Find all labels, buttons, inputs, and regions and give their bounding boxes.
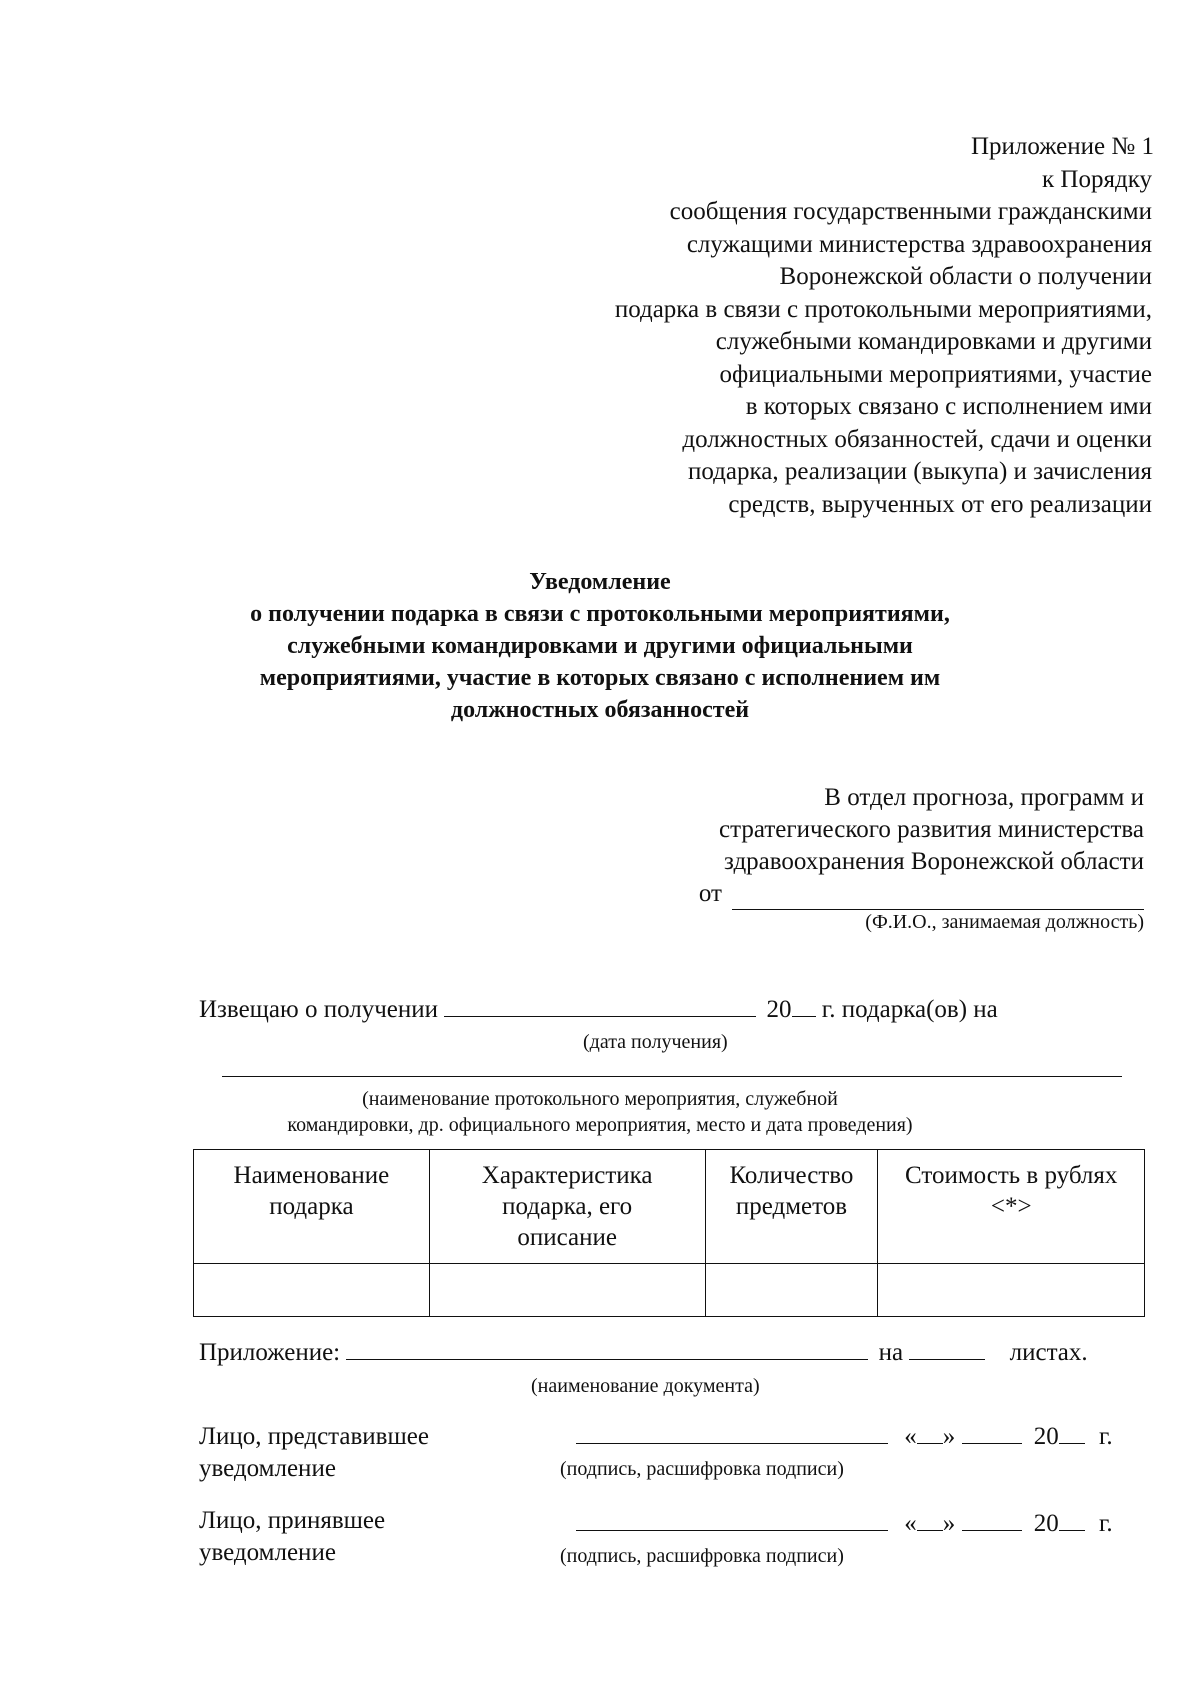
notice-line — [199, 996, 998, 1024]
appendix-line: служащими министерства здравоохранения — [686, 230, 1152, 258]
from-line — [584, 878, 1144, 910]
attachment-label: Приложение: — [199, 1339, 341, 1366]
event-hint — [160, 1086, 1040, 1138]
appendix-line: сообщения государственными гражданскими — [669, 198, 1152, 225]
addressee-line: здравоохранения Воронежской области — [724, 848, 1144, 875]
appendix-line: должностных обязанностей, сдачи и оценки — [682, 425, 1152, 453]
event-field[interactable] — [222, 1076, 1122, 1077]
event-hint-line: (наименование протокольного мероприятия, служебной — [362, 1088, 838, 1110]
receiver-signature-field[interactable] — [576, 1530, 888, 1531]
appendix-line: официальными мероприятиями, участие — [719, 360, 1152, 388]
receiver-signature-line: « » 20 г. — [576, 1510, 1113, 1538]
addressee-line: стратегического развития министерства — [719, 816, 1144, 843]
attachment-hint: (наименование документа) — [531, 1375, 760, 1397]
submitter-month-field[interactable] — [962, 1443, 1022, 1444]
submitter-hint: (подпись, расшифровка подписи) — [560, 1458, 844, 1480]
cell-gift-name[interactable] — [194, 1264, 430, 1317]
receiver-year-field[interactable] — [1059, 1530, 1085, 1531]
document-title — [160, 566, 1040, 726]
attachment-on: на — [878, 1339, 904, 1366]
cell-quantity[interactable] — [705, 1264, 878, 1317]
appendix-block — [452, 131, 1152, 521]
date-hint: (дата получения) — [583, 1031, 728, 1053]
submitter-year-field[interactable] — [1059, 1443, 1085, 1444]
sheets-count-field[interactable] — [909, 1359, 985, 1360]
appendix-line: подарка в связи с протокольными мероприятиями, — [614, 295, 1152, 323]
appendix-line: к Порядку — [1042, 165, 1152, 193]
notice-prefix: Извещаю о получении — [199, 996, 439, 1023]
from-hint: (Ф.И.О., занимаемая должность) — [865, 911, 1144, 933]
gift-table — [193, 1149, 1145, 1317]
title-line: Уведомление — [529, 569, 671, 595]
receiver-day-field[interactable] — [917, 1530, 943, 1531]
receiver-month-field[interactable] — [962, 1530, 1022, 1531]
appendix-line: средств, вырученных от его реализации — [728, 490, 1152, 518]
attachment-line — [199, 1339, 1088, 1367]
header-gift-description: Характеристика подарка, его описание — [429, 1150, 705, 1264]
appendix-line: Воронежской области о получении — [779, 263, 1152, 290]
from-label: от — [698, 880, 722, 907]
appendix-line: в которых связано с исполнением ими — [745, 393, 1152, 420]
table-header-row — [194, 1150, 1145, 1264]
submitter-signature-line: « » 20 г. — [576, 1423, 1113, 1451]
submitter-label: Лицо, представившее уведомление — [199, 1423, 429, 1482]
notice-year-field[interactable] — [792, 1016, 816, 1017]
title-line: о получении подарка в связи с протокольными мероприятиями, — [250, 601, 950, 627]
attachment-field[interactable] — [346, 1359, 868, 1360]
addressee-line: В отдел прогноза, программ и — [824, 784, 1144, 811]
receiver-label: Лицо, принявшее уведомление — [199, 1507, 386, 1566]
appendix-line: подарка, реализации (выкупа) и зачисления — [687, 458, 1152, 485]
addressee-block — [584, 782, 1144, 934]
title-line: мероприятиями, участие в которых связано с исполнением им — [259, 665, 941, 691]
submitter-day-field[interactable] — [917, 1443, 943, 1444]
notice-year-prefix: 20 — [766, 996, 792, 1023]
receiver-hint: (подпись, расшифровка подписи) — [560, 1545, 844, 1567]
header-cost: Стоимость в рублях <*> — [878, 1150, 1145, 1264]
title-line: служебными командировками и другими официальными — [287, 633, 913, 659]
from-field[interactable] — [732, 883, 1144, 910]
table-row — [194, 1264, 1145, 1317]
event-hint-line: командировки, др. официального мероприятия, место и дата проведения) — [287, 1114, 913, 1136]
receipt-date-field[interactable] — [444, 1016, 756, 1017]
submitter-signature-field[interactable] — [576, 1443, 888, 1444]
notice-suffix: г. подарка(ов) на — [821, 996, 998, 1023]
cell-gift-description[interactable] — [429, 1264, 705, 1317]
cell-cost[interactable] — [878, 1264, 1145, 1317]
appendix-line: служебными командировками и другими — [715, 328, 1152, 355]
header-gift-name: Наименование подарка — [194, 1150, 430, 1264]
attachment-sheets: листах. — [1009, 1339, 1088, 1366]
header-quantity: Количество предметов — [705, 1150, 878, 1264]
appendix-line: Приложение № 1 — [970, 133, 1154, 160]
title-line: должностных обязанностей — [450, 697, 750, 723]
